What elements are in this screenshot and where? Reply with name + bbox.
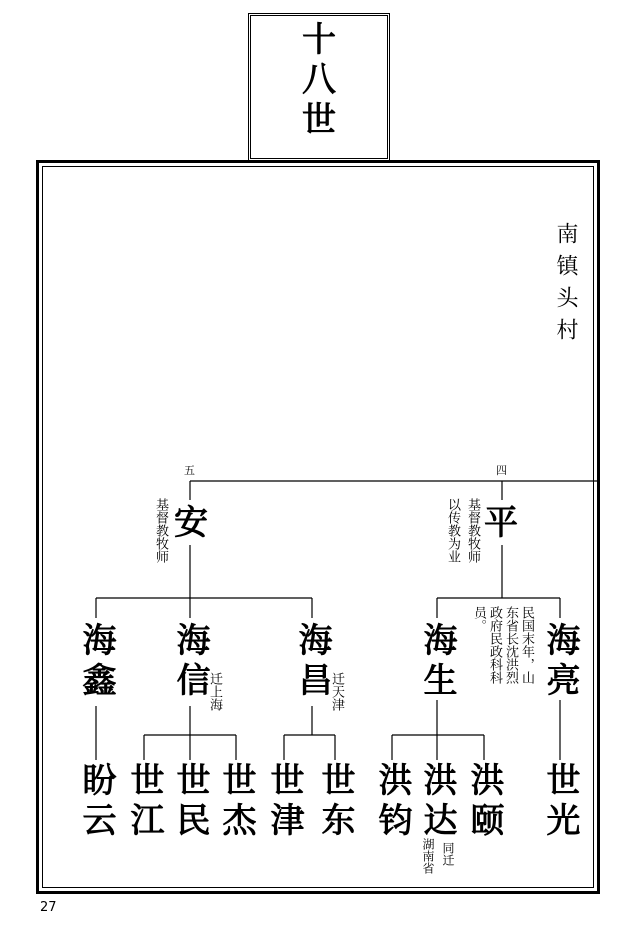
person-hongjun: 洪钧: [372, 762, 412, 842]
person-shidong: 世东: [315, 762, 355, 842]
note-ping-1: 基督教牧师: [465, 498, 480, 563]
person-panyun: 盼云: [76, 762, 116, 842]
branch-order-5: 五: [184, 464, 195, 477]
note-hailiang-3: 政府民政科科: [487, 606, 502, 684]
note-hailiang-1: 民国末年，山: [519, 606, 534, 684]
person-ping: 平: [484, 503, 524, 543]
person-shiguang: 世光: [540, 762, 580, 842]
person-hongyi: 洪颐: [464, 762, 504, 842]
note-an: 基督教牧师: [153, 498, 168, 563]
person-hongda: 洪达: [417, 762, 457, 842]
village-label: 南镇头村: [553, 222, 578, 350]
person-haixin-1: 海鑫: [76, 622, 116, 702]
note-hailiang-4: 员。: [471, 606, 486, 632]
note-haichang: 迁天津: [329, 672, 344, 711]
person-shijiang: 世江: [124, 762, 164, 842]
generation-text: 十八世: [302, 20, 336, 140]
person-an: 安: [174, 503, 214, 543]
person-haichang: 海昌: [292, 622, 332, 702]
note-haixin: 迁上海: [207, 672, 222, 711]
note-hailiang-2: 东省长沈洪烈: [503, 606, 518, 684]
branch-order-4: 四: [496, 464, 507, 477]
person-shijie: 世杰: [216, 762, 256, 842]
page-number: 27: [40, 900, 57, 915]
person-haisheng: 海生: [417, 622, 457, 702]
person-hailiang: 海亮: [540, 622, 580, 702]
person-haixin-2: 海信: [170, 622, 210, 702]
person-shimin: 世民: [170, 762, 210, 842]
note-hongda-1: 同迁: [441, 842, 455, 866]
person-shijin: 世津: [264, 762, 304, 842]
note-ping-2: 以传教为业: [445, 498, 460, 563]
note-hongda-2: 湖南省: [421, 838, 435, 874]
